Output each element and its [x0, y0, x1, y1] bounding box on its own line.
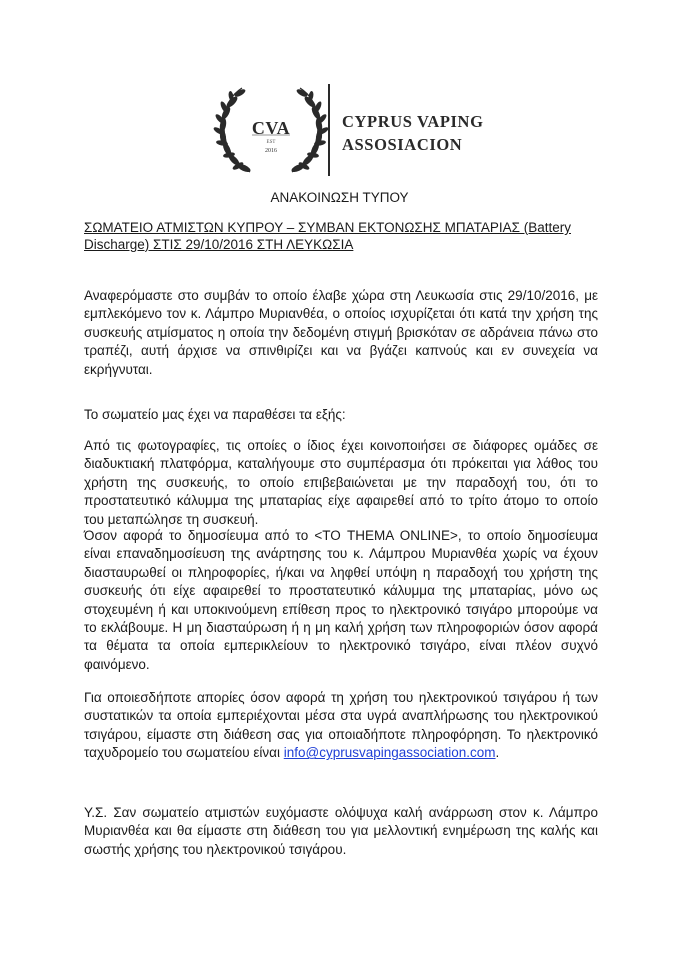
logo-est: EST [266, 140, 276, 145]
logo-name-line1: CYPRUS VAPING [342, 112, 484, 131]
email-link[interactable]: info@cyprusvapingassociation.com [283, 745, 496, 761]
contact-text: Για οποιεσδήποτε απορίες όσον αφορά τη χρήση του ηλεκτρονικού τσιγάρου ή των συστατικών τα οποία εμπεριέχονται μέσα στα υγρά αναπλήρωσης του ηλεκτρονικού τσιγάρου, είμαστε στη διάθεση σας για οποιαδήποτε πληροφόρηση. Το ηλεκτρονικό ταχυδρομείο του σωματείου είναι [84, 690, 598, 761]
logo-divider [328, 84, 330, 176]
paragraph-postscript: Υ.Σ. Σαν σωματείο ατμιστών ευχόμαστε ολόψυχα καλή ανάρρωση στον κ. Λάμπρο Μυριανθέα και θα είμαστε στη διάθεση του για μελλοντική ενημέρωση της καλής και σωστής χρήσης του ηλεκτρονικού τσιγάρου. [84, 805, 598, 857]
logo-name-line2: ASSOSIACION [342, 135, 463, 154]
logo-initials: CVA [251, 118, 291, 138]
paragraph-photos-analysis: Από τις φωτογραφίες, τις οποίες ο ίδιος έχει κοινοποιήσει σε διάφορες ομάδες σε διαδυκτιακή πλατφόρμα, καταλήγουμε στο συμπέρασμα ότι πρόκειται για λάθος του χρήστη της συσκευής, το οποίο επιβεβαιώνεται με την παραδοχή του, ότι το προστατευτικό κάλυμμα της μπαταρίας είχε αφαιρεθεί από το τρίτο άτομο το οποίο του μεταπώλησε τη συσκευή. [84, 438, 598, 527]
logo-organization-name [342, 110, 484, 156]
logo-year: 2016 [265, 148, 277, 154]
paragraph-contact [84, 689, 598, 763]
document-title: ΑΝΑΚΟΙΝΩΣΗ ΤΥΠΟΥ [270, 190, 409, 205]
paragraph-media-article: Όσον αφορά το δημοσίευμα από το <ΤΟ THEMA ONLINE>, το οποίο δημοσίευμα είναι επαναδημοσίευση της ανάρτησης του κ. Λάμπρου Μυριανθέα χωρίς να έχουν διασταυρωθεί οι πληροφορίες, ή/και να ληφθεί υπόψη η παραδοχή του χρήστη της συσκευής ότι είχε αφαιρεθεί το προστατευτικό κάλυμμα της μπαταρίας, μόνο ως στοχευμένη ή και υποκινούμενη επίθεση προς το ηλεκτρονικό τσιγάρο μπορούμε να το εκλάβουμε. Η μη διασταύρωση ή η μη καλή χρήση των πληροφοριών όσον αφορά τα θέματα τα οποία εμπερικλείουν το ηλεκτρονικό τσιγάρο, είναι πλέον συχνό φαινόμενο. [84, 528, 598, 672]
document-subject: ΣΩΜΑΤΕΙΟ ΑΤΜΙΣΤΩΝ ΚΥΠΡΟΥ – ΣΥΜΒΑΝ ΕΚΤΟΝΩΣΗΣ ΜΠΑΤΑΡΙΑΣ (Battery Discharge) ΣΤΙΣ 29/10/2016 ΣΤΗ ΛΕΥΚΩΣΙΑ [84, 220, 571, 252]
paragraph-incident: Αναφερόμαστε στο συμβάν το οποίο έλαβε χώρα στη Λευκωσία στις 29/10/2016, με εμπλεκόμενο τον κ. Λάμπρο Μυριανθέα, ο οποίος ισχυρίζεται ότι κατά την χρήση της συσκευής ατμίσματος η οποία την δεδομένη στιγμή βρισκόταν σε αδράνεια πάνω στο τραπέζι, αυτή άρχισε να σπινθιρίζει και να βγάζει καπνούς και εν συνεχεία να εκρήγνυται. [84, 288, 598, 377]
paragraph-intro-statement: Το σωματείο μας έχει να παραθέσει τα εξής: [84, 407, 346, 422]
cva-logo [212, 80, 482, 180]
contact-text-end: . [495, 745, 500, 761]
